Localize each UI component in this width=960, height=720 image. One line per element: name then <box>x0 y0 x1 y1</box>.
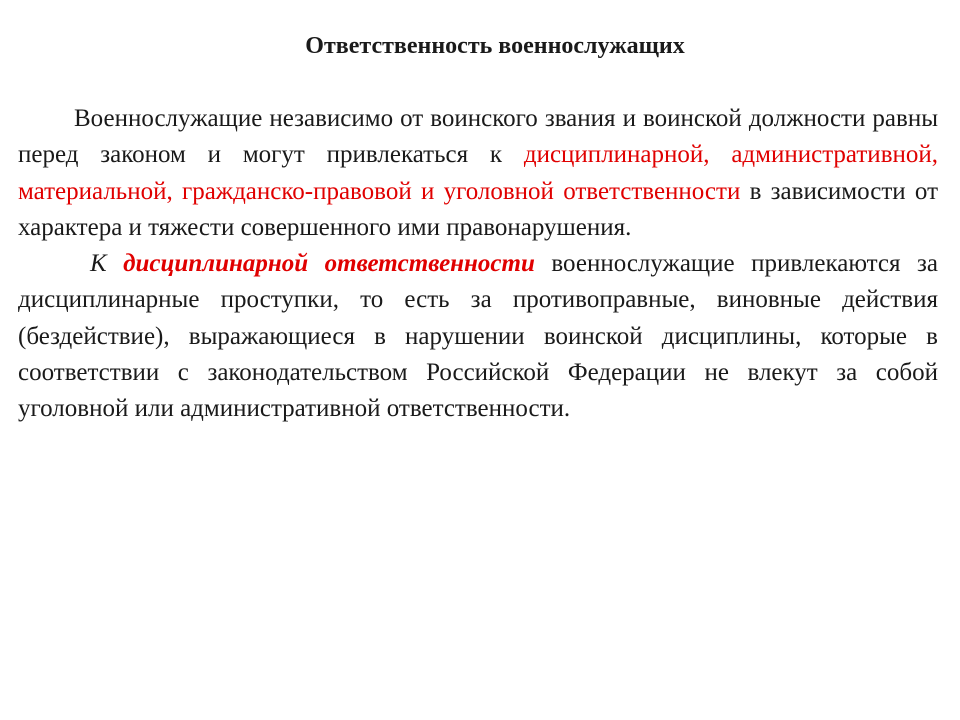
paragraph-liability-types <box>18 101 938 246</box>
paragraph1-text-start: Военнослужащие независимо от воинского звания и воинской должности равны перед законом и могут привлекаться к <box>18 105 938 169</box>
disciplinary-liability-highlight: дисциплинарной ответственности <box>123 250 535 278</box>
paragraph-disciplinary-liability <box>18 246 938 427</box>
paragraph1-text-end: в зависимости от характера и тяжести совершенного ими правонарушения. <box>18 177 939 241</box>
paragraph2-text: военнослужащие привлекаются за дисциплинарные проступки, то есть за противоправные, виновные действия (бездействие), выражающиеся в нарушении воинской дисциплины, которые в соответствии с законодательством Российской Федерации не влекут за собой уголовной или административной ответственности. <box>18 250 938 423</box>
paragraph2-lead: К <box>90 250 124 278</box>
liability-types-highlight: дисциплинарной, административной, материальной, гражданско-правовой и уголовной ответственности <box>18 141 939 205</box>
slide-title: Ответственность военнослужащих <box>305 33 685 59</box>
slide-content <box>18 101 938 428</box>
